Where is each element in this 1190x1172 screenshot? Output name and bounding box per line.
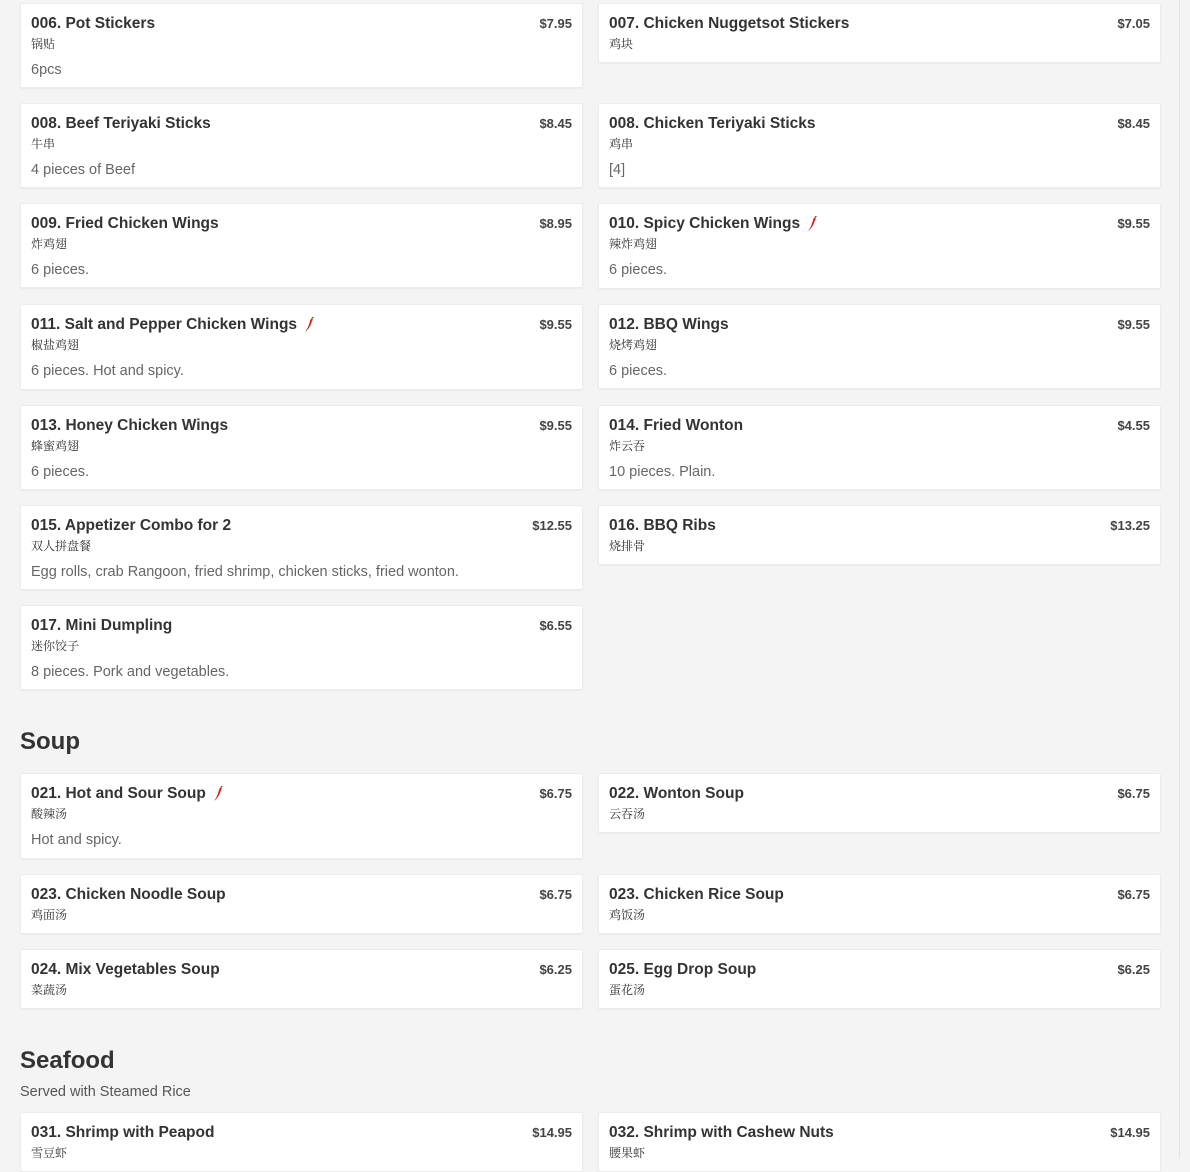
item-price: $6.75 <box>1117 786 1150 801</box>
item-chinese-name: 鸡串 <box>609 137 634 151</box>
item-name: 023. Chicken Rice Soup <box>609 886 784 903</box>
item-description: 4 pieces of Beef <box>31 162 135 178</box>
item-chinese-name: 炸鸡翅 <box>31 237 68 251</box>
item-name: 024. Mix Vegetables Soup <box>31 961 220 978</box>
item-price: $8.45 <box>1117 116 1150 131</box>
item-description: 6 pieces. <box>31 464 90 480</box>
item-price: $6.75 <box>1117 887 1150 902</box>
item-price: $6.75 <box>539 786 572 801</box>
item-price: $4.55 <box>1117 418 1150 433</box>
item-chinese-name: 牛串 <box>31 137 56 151</box>
item-price: $6.75 <box>539 887 572 902</box>
item-chinese-name: 雪豆虾 <box>31 1146 68 1160</box>
item-price: $9.55 <box>1117 317 1150 332</box>
menu-item-card[interactable] <box>598 949 1161 1009</box>
item-name-row <box>31 785 224 803</box>
item-description: Hot and spicy. <box>31 832 122 848</box>
item-name-row <box>609 215 818 233</box>
menu-item-card[interactable] <box>20 103 583 188</box>
menu-item-card[interactable] <box>598 3 1161 63</box>
item-price: $9.55 <box>539 418 572 433</box>
menu-item-card[interactable] <box>598 304 1161 389</box>
item-chinese-name: 蜂蜜鸡翅 <box>31 439 80 453</box>
item-name: 031. Shrimp with Peapod <box>31 1124 215 1141</box>
item-name: 011. Salt and Pepper Chicken Wings <box>31 316 298 333</box>
item-chinese-name: 烧排骨 <box>609 539 646 553</box>
item-name: 008. Beef Teriyaki Sticks <box>31 115 211 132</box>
item-description: 6 pieces. <box>609 363 668 379</box>
item-chinese-name: 腰果虾 <box>609 1146 646 1160</box>
item-name: 009. Fried Chicken Wings <box>31 215 219 232</box>
item-price: $12.55 <box>532 518 572 533</box>
menu-item-card[interactable] <box>20 1112 583 1172</box>
item-chinese-name: 蛋花汤 <box>609 983 646 997</box>
chili-pepper-icon <box>806 216 818 232</box>
item-name: 025. Egg Drop Soup <box>609 961 757 978</box>
chili-pepper-icon <box>303 317 315 333</box>
scrollbar[interactable] <box>1179 0 1190 1158</box>
item-name: 016. BBQ Ribs <box>609 517 716 534</box>
item-description: 6 pieces. Hot and spicy. <box>31 363 184 379</box>
item-name-row <box>31 316 315 334</box>
item-chinese-name: 云吞汤 <box>609 807 646 821</box>
item-name: 012. BBQ Wings <box>609 316 729 333</box>
item-price: $8.95 <box>539 216 572 231</box>
menu-item-card[interactable] <box>598 505 1161 565</box>
item-chinese-name: 酸辣汤 <box>31 807 68 821</box>
item-chinese-name: 辣炸鸡翅 <box>609 237 658 251</box>
item-name: 014. Fried Wonton <box>609 417 744 434</box>
item-price: $13.25 <box>1110 518 1150 533</box>
menu-item-card[interactable] <box>20 304 583 390</box>
item-price: $7.95 <box>539 16 572 31</box>
menu-item-card[interactable] <box>598 203 1161 289</box>
item-chinese-name: 迷你饺子 <box>31 639 80 653</box>
menu-item-card[interactable] <box>20 874 583 934</box>
item-price: $9.55 <box>539 317 572 332</box>
item-name: 010. Spicy Chicken Wings <box>609 215 801 232</box>
item-price: $6.55 <box>539 618 572 633</box>
item-name: 013. Honey Chicken Wings <box>31 417 229 434</box>
item-description: [4] <box>609 162 626 178</box>
item-description: 6pcs <box>31 62 62 78</box>
item-name: 007. Chicken Nuggetsot Stickers <box>609 15 850 32</box>
item-name: 021. Hot and Sour Soup <box>31 785 206 802</box>
menu-item-card[interactable] <box>20 605 583 690</box>
item-chinese-name: 双人拼盘餐 <box>31 539 92 553</box>
item-name: 006. Pot Stickers <box>31 15 156 32</box>
menu-item-card[interactable] <box>598 773 1161 833</box>
item-chinese-name: 烧烤鸡翅 <box>609 338 658 352</box>
item-price: $6.25 <box>539 962 572 977</box>
item-description: 6 pieces. <box>609 262 668 278</box>
item-chinese-name: 鸡块 <box>609 37 634 51</box>
item-chinese-name: 鸡饭汤 <box>609 908 646 922</box>
item-description: 6 pieces. <box>31 262 90 278</box>
menu-item-card[interactable] <box>598 1112 1161 1172</box>
item-price: $7.05 <box>1117 16 1150 31</box>
item-description: 8 pieces. Pork and vegetables. <box>31 664 230 680</box>
item-price: $14.95 <box>1110 1125 1150 1140</box>
menu-item-card[interactable] <box>20 3 583 88</box>
item-name: 022. Wonton Soup <box>609 785 744 802</box>
item-price: $9.55 <box>1117 216 1150 231</box>
item-chinese-name: 炸云吞 <box>609 439 646 453</box>
item-name: 015. Appetizer Combo for 2 <box>31 517 232 534</box>
item-name: 017. Mini Dumpling <box>31 617 173 634</box>
item-chinese-name: 锅贴 <box>31 37 56 51</box>
item-name: 023. Chicken Noodle Soup <box>31 886 226 903</box>
menu-item-card[interactable] <box>598 405 1161 490</box>
item-chinese-name: 菜蔬汤 <box>31 983 68 997</box>
item-description: 10 pieces. Plain. <box>609 464 716 480</box>
item-chinese-name: 椒盐鸡翅 <box>31 338 80 352</box>
chili-pepper-icon <box>212 786 224 802</box>
section-title-seafood: Seafood <box>20 1047 115 1074</box>
item-description: Egg rolls, crab Rangoon, fried shrimp, chicken sticks, fried wonton. <box>31 564 459 580</box>
item-price: $8.45 <box>539 116 572 131</box>
menu-item-card[interactable] <box>20 405 583 490</box>
item-chinese-name: 鸡面汤 <box>31 908 68 922</box>
menu-item-card[interactable] <box>20 949 583 1009</box>
menu-item-card[interactable] <box>598 103 1161 188</box>
menu-item-card[interactable] <box>20 203 583 288</box>
menu-item-card[interactable] <box>20 505 583 590</box>
item-name: 008. Chicken Teriyaki Sticks <box>609 115 816 132</box>
item-name: 032. Shrimp with Cashew Nuts <box>609 1124 834 1141</box>
item-price: $14.95 <box>532 1125 572 1140</box>
section-title-soup: Soup <box>20 728 80 755</box>
menu-item-card[interactable] <box>598 874 1161 934</box>
item-price: $6.25 <box>1117 962 1150 977</box>
section-subtitle: Served with Steamed Rice <box>20 1084 191 1100</box>
menu-item-card[interactable] <box>20 773 583 859</box>
